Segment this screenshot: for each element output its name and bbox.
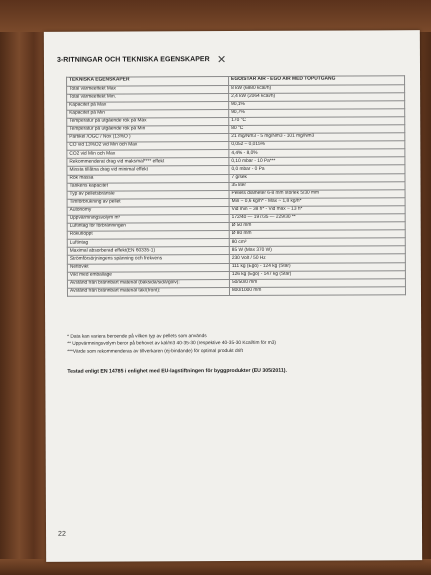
value-cell: 85 W (Max 370 W) [229,246,405,255]
property-cell: Avstånd från brännbart material (baksida/sida/golv): [67,279,229,288]
property-cell: Temperatur på utgående rök på Min [67,125,229,134]
table-header-cell: EGO/STAR AIR - EGO AIR MED TOPUTGÅNG [229,76,405,85]
property-cell: Luftintag för förbränningen [67,223,229,232]
property-cell: CO2 vid Min och Max [67,150,229,159]
value-cell: 172/40 — 197/35 — 229/30 ** [229,214,405,223]
table-header-cell: TEKNISKA EGENSKAPER [67,77,229,86]
cross-mark-icon: ✕ [216,54,227,67]
table-wood-top [0,0,431,32]
value-cell: 90,1% [229,100,405,109]
value-cell: Ø 80 mm [229,230,405,239]
value-cell: 8 kW (6880 kcal/h) [229,84,405,93]
value-cell: 21 mg/Nm3 - 5 mg/Nm3 - 101 mg/Nm3 [229,133,405,142]
value-cell: 111 kg (Ego) - 124 kg (Star) [229,262,405,271]
value-cell: Ø 50 mm [229,222,405,231]
property-cell: Vikt med emballage [67,271,229,280]
property-cell: Autonomy [67,206,229,215]
property-cell: CO vid 13%O2 vid Min och Max [67,142,229,151]
value-cell: 80 cm² [229,238,405,247]
value-cell: 50/50/0 mm [229,278,405,287]
table-row [67,287,405,297]
property-cell: Luftintag [67,239,229,248]
footnote: ** Uppvärmningsvolym beror på behovet av kal/m3 40-35-30 (respektive 40-35-30 Kcal/tim för m3) [67,341,276,348]
property-cell: Rekommenderat drag vid maksmal**** effekt [67,158,229,167]
tested-statement: Testad enligt EN 14785 i enlighet med EU-lagstiftningen för byggprodukter (EU 305/2011). [67,367,287,375]
specs-table-body [67,84,406,296]
property-cell: Tankens kapacitet [67,182,229,191]
value-cell: 126 kg (Ego) - 147 kg (Star) [229,270,405,279]
property-cell: Uppvärmningsvolym m³ [67,215,229,224]
property-cell: Avstånd från brännbart material tak/(front): [67,287,229,296]
property-cell: Temperatur på utgående rök på Max [67,117,229,126]
value-cell: 0,10 mbar - 10 Pa*** [229,157,405,166]
property-cell: Typ av pelletsbränsle [67,190,229,199]
property-cell: Total värmeeffekt Min. [67,93,229,102]
document-page [44,30,422,562]
property-cell: Timförbrukning av pellet [67,198,229,207]
footnote: * Data kan variera beroende på vilken typ av pellets som används [67,334,207,340]
value-cell: 2,4 kW (2064 kcal/h) [229,92,405,101]
value-cell: Pellets diameter 6-8 mm storlek 5/30 mm [229,189,405,198]
property-cell: Kapacitet på Min [67,109,229,118]
footnote: ***Värde som rekommenderas av tillverkaren (ej-bindande) för optimal produkt drift [67,348,243,355]
footnotes [67,332,397,355]
specs-table [66,75,406,296]
page-number: 22 [58,530,66,538]
property-cell: Kapacitet på Max [67,101,229,110]
property-cell: Partikel /OGC / Nox (13%O ) [67,134,229,143]
property-cell: Maximal absorberad effekt(EN 60335-1) [67,247,229,256]
value-cell: 35 liter [229,181,405,190]
value-cell: 90,7% [229,109,405,118]
property-cell: Strömförsörjningens spänning och frekvens [67,255,229,264]
table-wood-left [0,0,48,575]
property-cell: Minsta tillåtna drag vid minimal effekt [67,166,229,175]
value-cell: 4,4% - 8,0% [229,149,405,158]
property-cell: Rök massa [67,174,229,183]
value-cell: 230 Volt / 50 Hz [229,254,405,263]
property-cell: Rökutlöppt [67,231,229,240]
value-cell: 0,0 mbar - 0 Pa [229,165,405,174]
value-cell: 800/1000 mm [229,287,405,296]
property-cell: Nettovikt [67,263,229,272]
property-cell: Total värmeeffekt Max [67,85,229,94]
value-cell: 80 °C [229,125,405,134]
value-cell: 170 °C [229,117,405,126]
value-cell: 7 g/sek [229,173,405,182]
value-cell: Min ~ 0,6 kg/h* - Max ~ 1,8 kg/h* [229,198,405,207]
value-cell: Vid min ~ 38 h* - Vid max ~ 13 h* [229,206,405,215]
value-cell: 0,052 – 0,015% [229,141,405,150]
page-title: 3-RITNINGAR OCH TEKNISKA EGENSKAPER [56,56,210,64]
